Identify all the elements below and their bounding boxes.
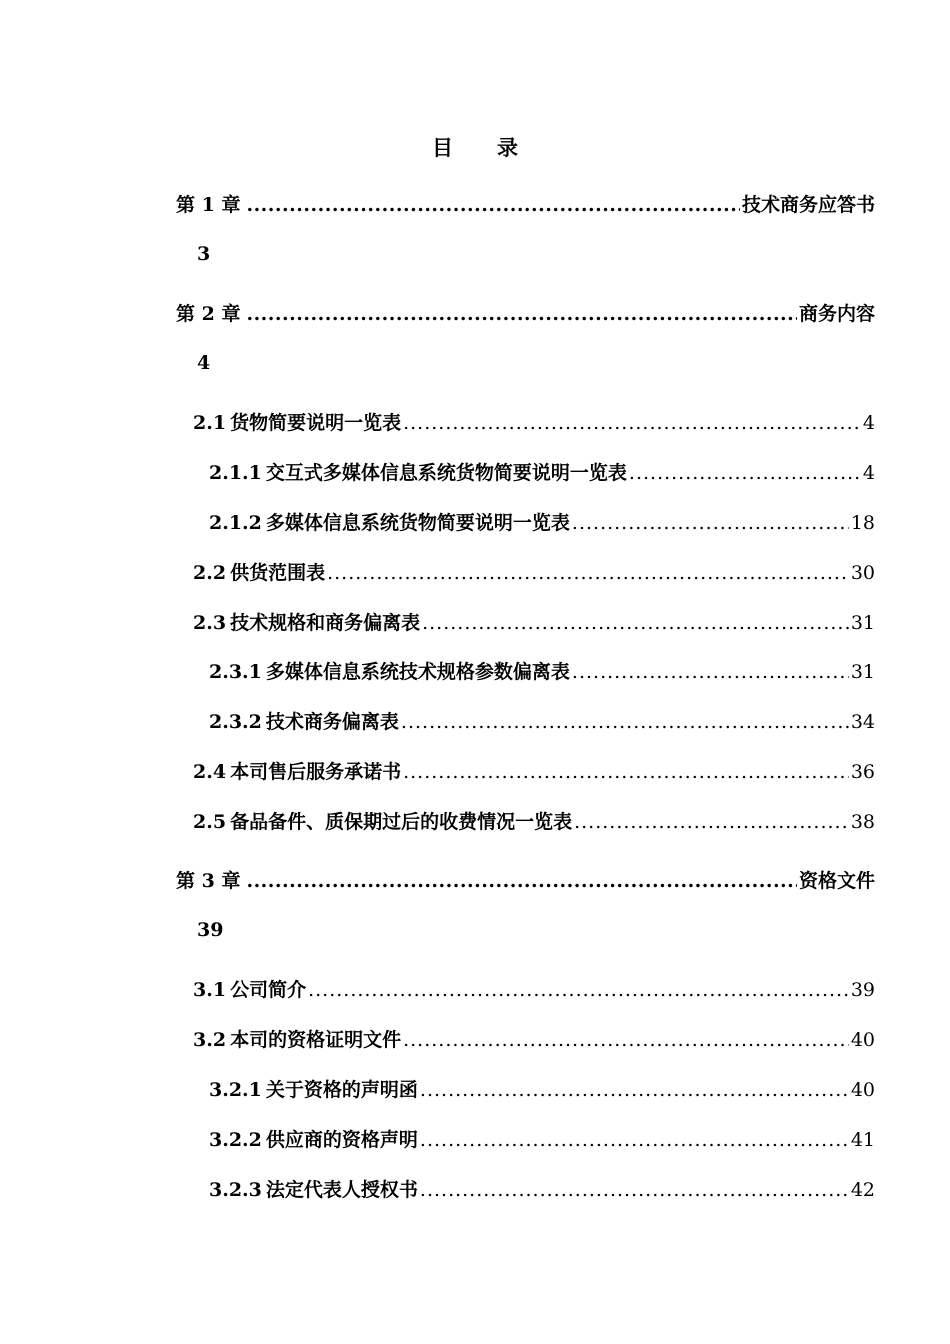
toc-entry-2-3-2[interactable] xyxy=(209,710,875,734)
toc-entry-3-2[interactable] xyxy=(193,1028,875,1052)
toc-entry-page: 41 xyxy=(850,1129,875,1151)
toc-entry-label: 商务内容 xyxy=(798,303,875,325)
toc-entry-2-2[interactable] xyxy=(193,561,875,585)
toc-entry-label: 公司简介 xyxy=(230,979,307,1001)
toc-entry-2-4[interactable] xyxy=(193,760,875,784)
toc-entry-3-2-2[interactable] xyxy=(209,1128,875,1152)
toc-entry-page: 38 xyxy=(850,811,875,833)
toc-entry-number: 2.4 xyxy=(193,761,227,783)
toc-entry-chapter-3[interactable] xyxy=(176,869,875,893)
toc-entry-page: 36 xyxy=(850,761,875,783)
toc-entry-label: 关于资格的声明函 xyxy=(265,1079,418,1101)
toc-entry-3-2-1[interactable] xyxy=(209,1078,875,1102)
toc-leader xyxy=(308,978,849,1002)
toc-entry-label: 本司的资格证明文件 xyxy=(230,1029,402,1051)
toc-entry-number: 3.2.3 xyxy=(209,1179,262,1201)
toc-entry-2-1-2[interactable] xyxy=(209,511,875,535)
toc-entry-label: 技术规格和商务偏离表 xyxy=(230,612,421,634)
toc-entry-label: 多媒体信息系统技术规格参数偏离表 xyxy=(265,661,570,683)
toc-entry-2-1-1[interactable] xyxy=(209,461,875,485)
toc-entry-label: 货物简要说明一览表 xyxy=(230,412,402,434)
toc-entry-page: 4 xyxy=(197,352,211,374)
toc-entry-2-1[interactable] xyxy=(193,411,875,435)
toc-entry-label: 法定代表人授权书 xyxy=(265,1179,418,1201)
toc-entry-number: 2.1.1 xyxy=(209,462,262,484)
toc-entry-page: 39 xyxy=(850,979,875,1001)
toc-entry-label: 供应商的资格声明 xyxy=(265,1129,418,1151)
toc-title-right: 录 xyxy=(497,135,518,160)
toc-leader xyxy=(246,302,797,326)
toc-leader xyxy=(246,193,740,217)
toc-entry-3-2-3[interactable] xyxy=(209,1178,875,1202)
toc-entry-page: 4 xyxy=(862,412,875,434)
toc-entry-chapter-1[interactable] xyxy=(176,193,875,217)
toc-entry-label: 技术商务应答书 xyxy=(741,194,875,216)
toc-entry-number: 2.3.2 xyxy=(209,711,262,733)
toc-entry-number: 3.2.1 xyxy=(209,1079,262,1101)
toc-leader xyxy=(403,760,849,784)
toc-entry-number: 3.2 xyxy=(193,1029,227,1051)
toc-entry-chapter-2[interactable] xyxy=(176,302,875,326)
toc-entry-number: 2.1.2 xyxy=(209,512,262,534)
toc-entry-page: 18 xyxy=(850,512,875,534)
toc-entry-number: 2.5 xyxy=(193,811,227,833)
toc-leader xyxy=(401,710,849,734)
toc-entry-2-5[interactable] xyxy=(193,810,875,834)
toc-entry-label: 交互式多媒体信息系统货物简要说明一览表 xyxy=(265,462,627,484)
toc-leader xyxy=(403,1028,849,1052)
toc-entry-page: 34 xyxy=(850,711,875,733)
toc-entry-number: 第 1 章 xyxy=(176,194,241,216)
toc-entry-number: 2.3.1 xyxy=(209,661,262,683)
toc-entry-page: 3 xyxy=(197,243,211,265)
toc-leader xyxy=(629,461,861,485)
toc-leader xyxy=(246,869,797,893)
toc-entry-label: 技术商务偏离表 xyxy=(265,711,399,733)
toc-entry-page: 42 xyxy=(850,1179,875,1201)
toc-title-left: 目 xyxy=(432,135,453,160)
toc-leader xyxy=(572,660,849,684)
toc-entry-number: 3.2.2 xyxy=(209,1129,262,1151)
toc-entry-page: 40 xyxy=(850,1079,875,1101)
toc-entry-page: 30 xyxy=(850,562,875,584)
toc-entry-page: 31 xyxy=(850,661,875,683)
toc-entry-2-3[interactable] xyxy=(193,611,875,635)
toc-leader xyxy=(420,1128,849,1152)
toc-entry-number: 2.3 xyxy=(193,612,227,634)
toc-entry-number: 第 3 章 xyxy=(176,870,241,892)
toc-leader xyxy=(420,1078,849,1102)
toc-entry-number: 3.1 xyxy=(193,979,227,1001)
toc-entry-page: 4 xyxy=(862,462,875,484)
toc-leader xyxy=(572,511,849,535)
toc-entry-number: 第 2 章 xyxy=(176,303,241,325)
toc-entry-page: 31 xyxy=(850,612,875,634)
toc-entry-number: 2.2 xyxy=(193,562,227,584)
toc-leader xyxy=(327,561,849,585)
toc-entry-number: 2.1 xyxy=(193,412,227,434)
toc-entry-label: 资格文件 xyxy=(798,870,875,892)
toc-entry-2-3-1[interactable] xyxy=(209,660,875,684)
toc-leader xyxy=(422,611,849,635)
toc-leader xyxy=(420,1178,849,1202)
toc-leader xyxy=(574,810,849,834)
toc-entry-label: 备品备件、质保期过后的收费情况一览表 xyxy=(230,811,573,833)
toc-entry-page: 39 xyxy=(197,919,224,941)
toc-entry-label: 多媒体信息系统货物简要说明一览表 xyxy=(265,512,570,534)
toc-entry-label: 供货范围表 xyxy=(230,562,326,584)
toc-leader xyxy=(403,411,861,435)
toc-entry-3-1[interactable] xyxy=(193,978,875,1002)
toc-entry-page: 40 xyxy=(850,1029,875,1051)
toc-title xyxy=(0,132,950,162)
toc-entry-label: 本司售后服务承诺书 xyxy=(230,761,402,783)
